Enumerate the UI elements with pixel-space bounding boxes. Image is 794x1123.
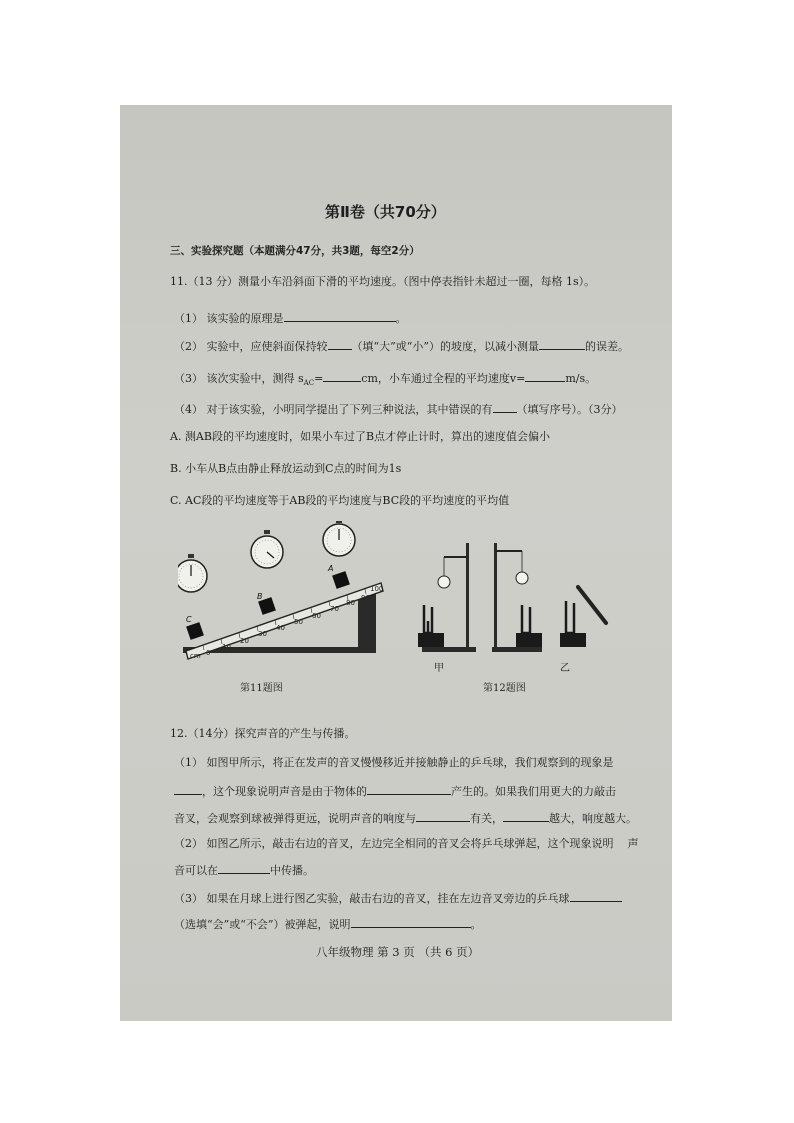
ruler-mark-50: 50 [294, 618, 303, 626]
ruler-mark-90: 90 [361, 594, 370, 602]
ruler-mark-70: 70 [330, 605, 339, 613]
q11-p2-end: 的误差。 [585, 340, 629, 353]
figure-11-caption: 第11题图 [240, 683, 283, 694]
q12-part1-line1: （1） 如图甲所示，将正在发声的音叉慢慢移近并接触静止的乒乓球，我们观察到的现象是 [174, 756, 614, 769]
answer-blank [525, 370, 565, 382]
figure-12-caption: 第12题图 [483, 683, 526, 694]
page-footer: 八年级物理 第 3 页 （共 6 页） [316, 945, 480, 959]
q12-p1-text2: 产生的。如果我们用更大的力敲击 [451, 785, 616, 798]
q11-option-b: B. 小车从B点由静止释放运动到C点的时间为1s [170, 462, 402, 475]
q12-p2-text3: 音可以在 [174, 864, 218, 877]
q11-part2 [174, 338, 629, 354]
q12-part2-line2 [174, 862, 314, 878]
q12-p3-text2: （选填“会”或“不会”）被弹起，说明 [174, 918, 351, 931]
q12-stem: 12.（14分）探究声音的产生与传播。 [170, 727, 356, 740]
figure-12-tuning-forks [410, 535, 615, 675]
q11-part1 [174, 310, 407, 326]
answer-blank [323, 370, 361, 382]
ruler-mark-100: 100 [370, 585, 384, 593]
tuning-fork-left [418, 605, 444, 647]
cart-at-c [186, 622, 204, 640]
q11-p3-text: （3） 该次实验中，测得 s [174, 372, 304, 385]
section-title: 第Ⅱ卷（共70分） [325, 203, 446, 221]
q12-p1-end: 越大，响度越大。 [549, 812, 637, 825]
s-ac-subscript: AC [303, 379, 315, 388]
point-c-label: C [186, 615, 192, 624]
q12-p2-text: （2） 如图乙所示，敲击右边的音叉，左边完全相同的音叉会将乒乓球弹起，这个现象说明 [174, 837, 614, 850]
q11-p2-text2: （填“大”或“小”）的坡度，以减小测量 [351, 340, 539, 353]
q11-p3-text2: cm，小车通过全程的平均速度v= [361, 372, 526, 385]
stopwatch-b [251, 530, 283, 568]
ruler-mark-10: 10 [222, 643, 231, 651]
answer-blank [503, 810, 549, 822]
q11-stem: 11.（13 分）测量小车沿斜面下滑的平均速度。（图中停表指针未超过一圈，每格 1s）。 [170, 275, 596, 288]
answer-blank [570, 890, 622, 902]
point-b-label: B [257, 592, 263, 601]
exam-paper [120, 105, 672, 1021]
ruler-mark-20: 20 [240, 637, 249, 645]
answer-blank [539, 338, 585, 350]
q12-p1-text4: 有关， [470, 812, 503, 825]
point-a-label: A [328, 564, 334, 573]
q12-p2-text2: 声 [627, 837, 639, 850]
q11-p4-end: （填写序号）。（3分） [516, 403, 623, 416]
stopwatch-c [178, 554, 207, 592]
ruler-mark-80: 80 [346, 599, 355, 607]
answer-blank [284, 310, 396, 322]
answer-blank [351, 916, 471, 928]
ruler-mark-30: 30 [258, 630, 267, 638]
ruler-mark-0: 0 [206, 649, 211, 657]
q12-p2-end: 中传播。 [270, 864, 314, 877]
q11-p2-text: （2） 实验中，应使斜面保持较 [174, 340, 328, 353]
q12-part1-line3 [174, 810, 637, 826]
photo-frame [120, 105, 672, 1021]
part-heading: 三、实验探究题（本题满分47分，共3题，每空2分） [170, 245, 420, 257]
q11-part3 [174, 370, 596, 390]
q11-p1-text: （1） 该实验的原理是 [174, 312, 284, 325]
answer-blank [218, 862, 270, 874]
q12-part3-line2 [174, 916, 482, 932]
ruler-mark-60: 60 [312, 612, 321, 620]
q12-p1-text: ，这个现象说明声音是由于物体的 [202, 785, 367, 798]
equals-sign: = [314, 372, 324, 385]
ruler-unit: cm [190, 652, 201, 660]
q12-part1-line2 [174, 783, 616, 799]
tuning-fork-middle [516, 605, 542, 647]
figure-label-yi: 乙 [560, 663, 570, 674]
figure-11-incline [178, 521, 393, 671]
cart-at-a [332, 571, 350, 589]
q11-p1-end: 。 [395, 312, 407, 325]
q11-p4-text: （4） 对于该实验，小明同学提出了下列三种说法，其中错误的有 [174, 403, 493, 416]
answer-blank [493, 401, 517, 413]
q12-p1-text3: 音叉，会观察到球被弹得更远，说明声音的响度与 [174, 812, 416, 825]
q12-part2-line1 [174, 837, 639, 851]
q12-part3-line1 [174, 890, 622, 906]
striking-mallet [578, 587, 606, 623]
figure-label-jia: 甲 [434, 663, 444, 674]
q12-p3-end: 。 [470, 918, 482, 931]
answer-blank [416, 810, 470, 822]
tuning-fork-right [560, 587, 606, 647]
q11-p3-end: m/s。 [565, 372, 597, 385]
answer-blank [328, 338, 352, 350]
answer-blank [174, 783, 202, 795]
q11-part4 [174, 401, 623, 417]
q11-option-a: A. 测AB段的平均速度时，如果小车过了B点才停止计时，算出的速度值会偏小 [170, 430, 551, 443]
answer-blank [367, 783, 451, 795]
ruler-mark-40: 40 [276, 624, 285, 632]
q12-p3-text: （3） 如果在月球上进行图乙实验，敲击右边的音叉，挂在左边音叉旁边的乒乓球 [174, 892, 570, 905]
q11-option-c: C. AC段的平均速度等于AB段的平均速度与BC段的平均速度的平均值 [170, 494, 510, 507]
stopwatch-a [323, 521, 355, 556]
